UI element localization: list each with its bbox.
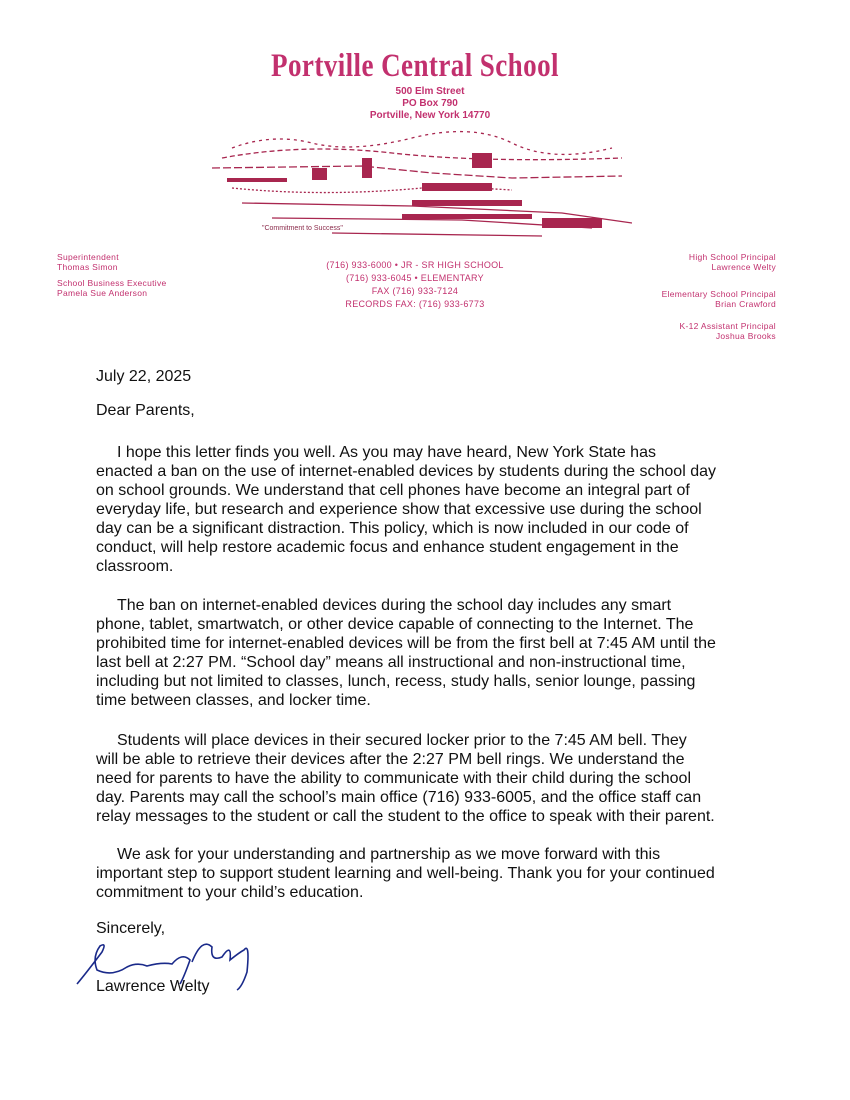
school-name: Portville Central School [271, 48, 559, 84]
paragraph-3 [96, 731, 715, 826]
text-line: day can be a significant distraction. This policy, which is now included in our code of [96, 520, 689, 537]
text-line: conduct, will help restore academic focus and enhance student engagement in the [96, 539, 679, 556]
name: Joshua Brooks [715, 331, 776, 341]
text-line: will be able to retrieve their devices after the 2:27 PM bell rings. We understand the [96, 751, 685, 768]
signer-name: Lawrence Welty [96, 978, 210, 995]
letter-date: July 22, 2025 [96, 368, 192, 385]
text-line: prohibited time for internet-enabled devices will be from the first bell at 7:45 AM until the [96, 635, 716, 652]
role: K-12 Assistant Principal [679, 321, 776, 331]
text-line: I hope this letter finds you well. As you may have heard, New York State has [117, 444, 656, 461]
records-fax-line: RECORDS FAX: (716) 933-6773 [345, 299, 485, 309]
text-line: classroom. [96, 558, 174, 575]
text-line: everyday life, but research and experience show that excessive use during the school [96, 501, 702, 518]
assistant-principal-block [680, 321, 777, 341]
role: High School Principal [688, 252, 776, 262]
text-line: day. Parents may call the school’s main office (716) 933-6005, and the office staff can [96, 789, 702, 806]
role: Superintendent [57, 252, 119, 262]
name: Lawrence Welty [711, 262, 776, 272]
text-line: important step to support student learning and well-being. Thank you for your continued [96, 865, 715, 882]
text-line: enacted a ban on the use of internet-enabled devices by students during the school day [96, 463, 716, 480]
paragraph-1 [96, 443, 716, 576]
text-line: We ask for your understanding and partnership as we move forward with this [117, 846, 661, 863]
text-line: commitment to your child’s education. [96, 884, 364, 901]
superintendent-block [57, 252, 119, 272]
text-line: Students will place devices in their secured locker prior to the 7:45 AM bell. They [117, 732, 687, 749]
address-line: 500 Elm Street [395, 86, 465, 97]
text-line: on school grounds. We understand that cell phones have become an integral part of [96, 482, 690, 499]
role: Elementary School Principal [661, 289, 776, 299]
phone-line: (716) 933-6045 • ELEMENTARY [346, 273, 484, 283]
school-motto: "Commitment to Success" [262, 225, 343, 232]
address-line: Portville, New York 14770 [369, 110, 491, 121]
phone-line: (716) 933-6000 • JR - SR HIGH SCHOOL [326, 260, 504, 270]
name: Brian Crawford [715, 299, 776, 309]
address-line: PO Box 790 [402, 98, 458, 109]
contact-numbers [300, 259, 530, 311]
text-line: time between classes, and locker time. [96, 692, 371, 709]
text-line: The ban on internet-enabled devices during the school day includes any smart [117, 597, 672, 614]
paragraph-4 [96, 845, 715, 902]
elementary-principal-block [662, 289, 776, 309]
name: Pamela Sue Anderson [57, 288, 148, 298]
text-line: need for parents to have the ability to communicate with their child during the school [96, 770, 691, 787]
school-address [300, 86, 560, 122]
paragraph-2 [96, 596, 716, 710]
hs-principal-block [689, 252, 776, 272]
text-line: relay messages to the student or call the student to the office to speak with their parent. [96, 808, 715, 825]
role: School Business Executive [57, 278, 167, 288]
text-line: including but not limited to classes, lunch, recess, study halls, senior lounge, passing [96, 673, 696, 690]
name: Thomas Simon [57, 262, 118, 272]
school-building-illustration [212, 128, 632, 240]
closing: Sincerely, [96, 920, 166, 937]
salutation: Dear Parents, [96, 402, 195, 419]
business-executive-block [57, 278, 167, 298]
fax-line: FAX (716) 933-7124 [371, 286, 459, 296]
text-line: last bell at 2:27 PM. “School day” means all instructional and non-instructional time, [96, 654, 686, 671]
text-line: phone, tablet, smartwatch, or other device capable of connecting to the Internet. The [96, 616, 694, 633]
